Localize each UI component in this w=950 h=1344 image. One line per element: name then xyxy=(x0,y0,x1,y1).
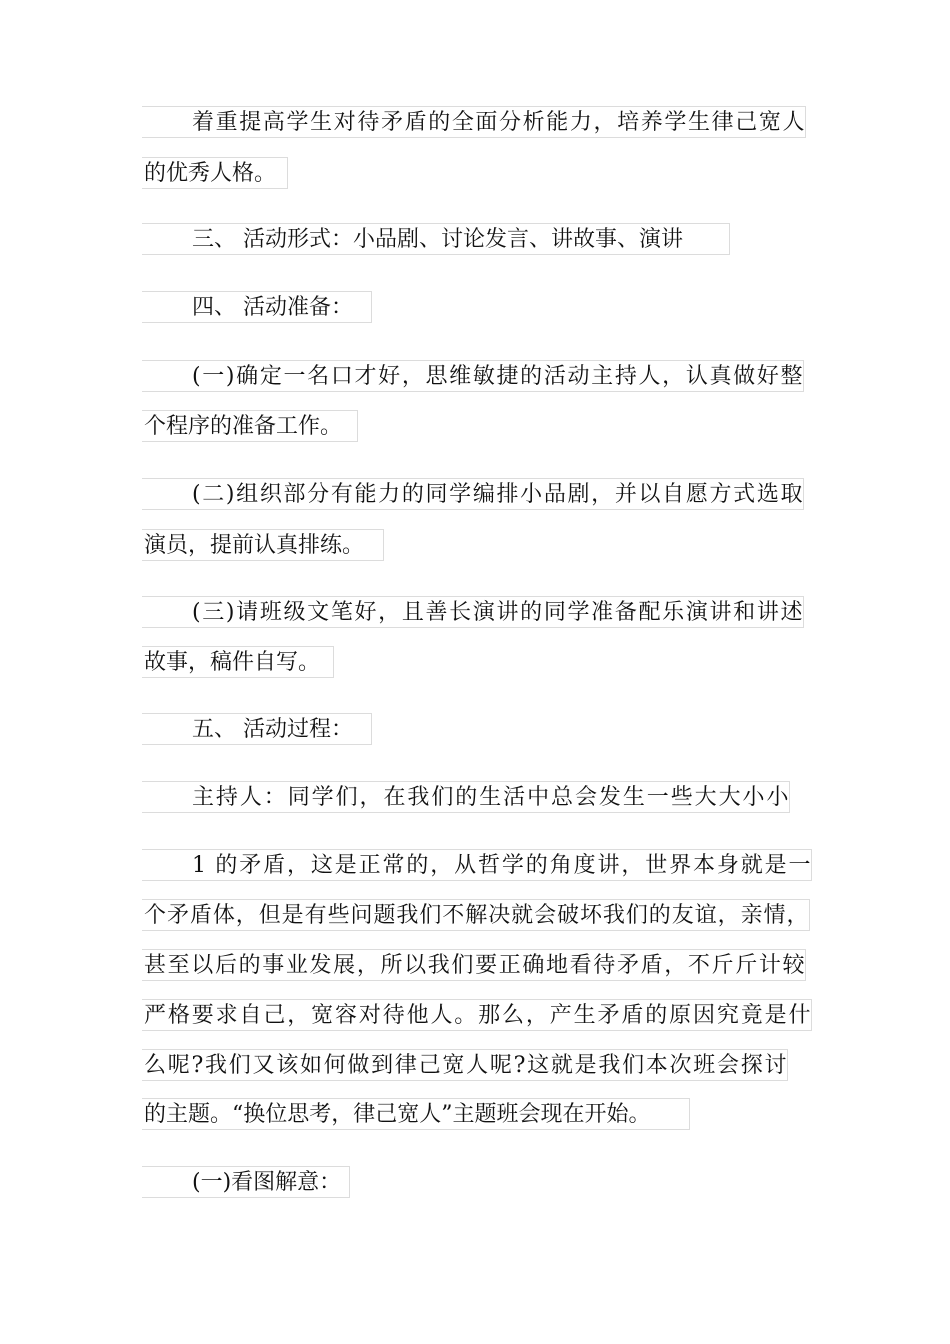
paragraph-line: 严格要求自己，宽容对待他人。那么，产生矛盾的原因究竟是什 xyxy=(142,999,812,1031)
paragraph-line: 1 的矛盾，这是正常的，从哲学的角度讲，世界本身就是一 xyxy=(142,849,812,881)
paragraph-line: 么呢?我们又该如何做到律己宽人呢?这就是我们本次班会探讨 xyxy=(142,1049,788,1081)
paragraph-line: 故事，稿件自写。 xyxy=(142,646,334,678)
paragraph-line: 个矛盾体，但是有些问题我们不解决就会破坏我们的友谊，亲情， xyxy=(142,899,810,931)
paragraph-line: 个程序的准备工作。 xyxy=(142,410,358,442)
section-heading: 三、 活动形式：小品剧、讨论发言、讲故事、演讲 xyxy=(142,223,730,255)
paragraph-line: 甚至以后的事业发展，所以我们要正确地看待矛盾，不斤斤计较 xyxy=(142,949,806,981)
paragraph-line: (三)请班级文笔好，且善长演讲的同学准备配乐演讲和讲述 xyxy=(142,596,804,628)
paragraph-line: 主持人：同学们，在我们的生活中总会发生一些大大小小 xyxy=(142,781,790,813)
paragraph-line: (一)确定一名口才好，思维敏捷的活动主持人，认真做好整 xyxy=(142,360,804,392)
paragraph-line: 演员，提前认真排练。 xyxy=(142,529,384,561)
paragraph-line: 着重提高学生对待矛盾的全面分析能力，培养学生律己宽人 xyxy=(142,106,806,138)
section-heading: 四、 活动准备： xyxy=(142,291,372,323)
paragraph-line: 的优秀人格。 xyxy=(142,157,288,189)
paragraph-line: (二)组织部分有能力的同学编排小品剧，并以自愿方式选取 xyxy=(142,478,804,510)
section-heading: 五、 活动过程： xyxy=(142,713,372,745)
section-heading: (一)看图解意： xyxy=(142,1166,350,1198)
paragraph-line: 的主题。“换位思考，律己宽人”主题班会现在开始。 xyxy=(142,1098,690,1130)
